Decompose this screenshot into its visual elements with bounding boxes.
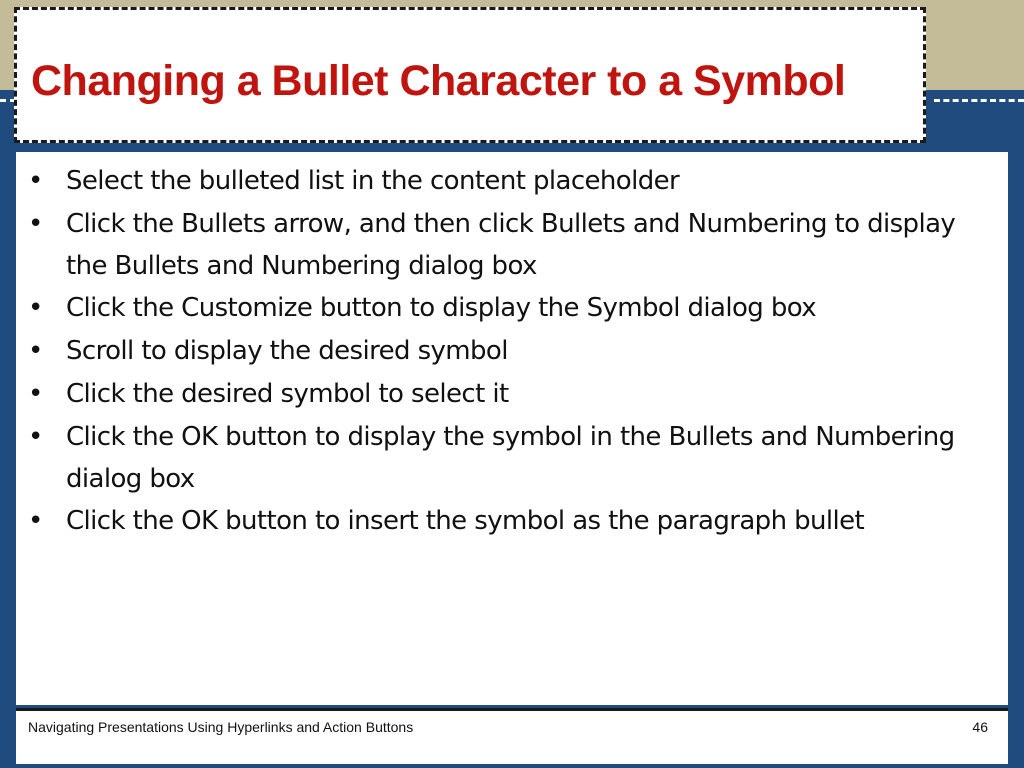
page-number: 46 [972, 719, 988, 735]
bullet-icon: • [28, 422, 43, 452]
bullet-item [16, 500, 1008, 542]
content-placeholder[interactable] [16, 152, 1008, 705]
bullet-text: Click the Customize button to display the Symbol dialog box [66, 293, 817, 323]
bullet-icon: • [28, 336, 43, 366]
bullet-text: Click the OK button to display the symbol in the Bullets and Numbering dialog box [66, 422, 955, 494]
bullet-icon: • [28, 209, 43, 239]
bullet-text: Scroll to display the desired symbol [66, 336, 508, 366]
bullet-text: Select the bulleted list in the content placeholder [66, 166, 680, 196]
slide-title: Changing a Bullet Character to a Symbol [31, 57, 846, 105]
bullet-text: Click the OK button to insert the symbol as the paragraph bullet [66, 506, 865, 536]
bullet-item [16, 416, 1008, 500]
title-placeholder[interactable] [14, 7, 926, 143]
bullet-icon: • [28, 379, 43, 409]
bullet-item [16, 203, 1008, 287]
bullet-item [16, 330, 1008, 373]
bullet-icon: • [28, 166, 43, 196]
bullet-text: Click the desired symbol to select it [66, 379, 509, 409]
bullet-icon: • [28, 506, 43, 536]
dashed-rule-right [934, 99, 1024, 102]
bullet-icon: • [28, 293, 43, 323]
bullet-item [16, 287, 1008, 330]
slide-footer [16, 708, 1008, 764]
bulleted-list [16, 152, 1008, 542]
footer-text: Navigating Presentations Using Hyperlinks and Action Buttons [28, 719, 414, 735]
bullet-item [16, 160, 1008, 203]
bullet-item [16, 373, 1008, 416]
bullet-text: Click the Bullets arrow, and then click Bullets and Numbering to display the Bullets and Numbering dialog box [66, 209, 956, 281]
